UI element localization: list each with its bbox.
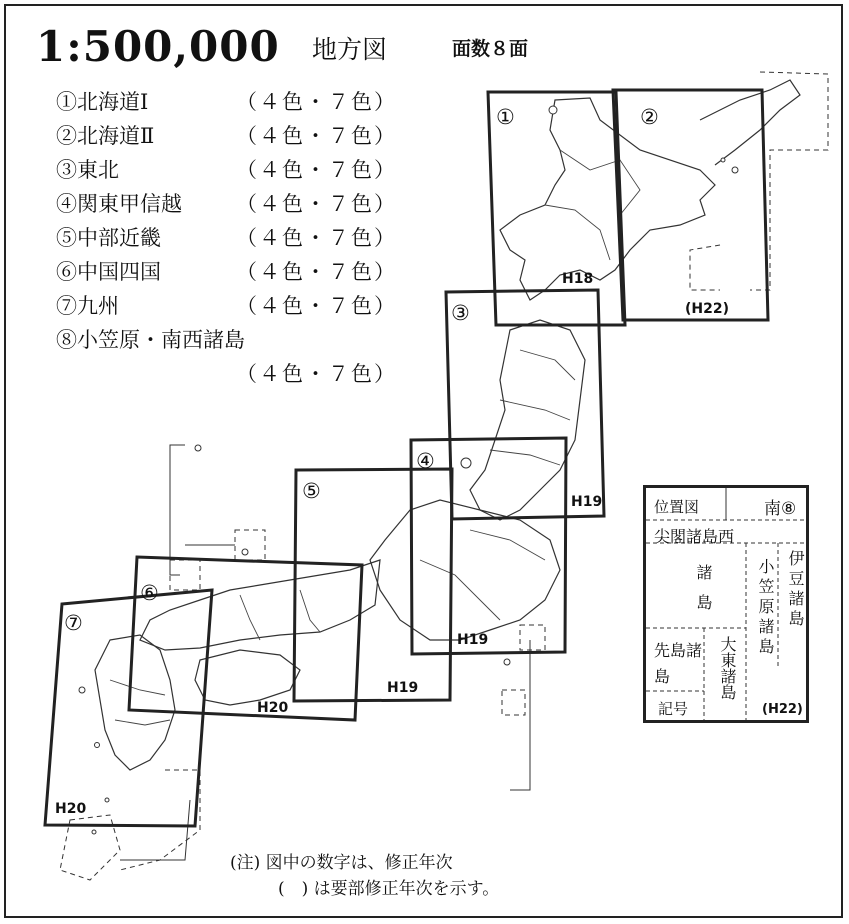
legend-colors: （４色・７色） bbox=[236, 192, 397, 216]
legend-name: ⑤中部近畿 bbox=[56, 226, 161, 250]
sheet-year-1: H18 bbox=[562, 271, 594, 287]
sheet-year-5: H19 bbox=[387, 680, 419, 696]
inset-ogasawara-label: 小笠原諸島 bbox=[756, 558, 775, 658]
sheet-number-3: ③ bbox=[451, 301, 470, 325]
sheet-year-3: H19 bbox=[571, 494, 603, 510]
legend-name: ⑥中国四国 bbox=[56, 260, 161, 284]
dashed-areas bbox=[60, 72, 828, 880]
inset-islands-label: 諸島 bbox=[694, 564, 713, 624]
inset-year: (H22) bbox=[762, 702, 803, 717]
legend-colors: （４色・７色） bbox=[236, 158, 397, 182]
sheet-year-4: H19 bbox=[457, 632, 489, 648]
legend-name: ③東北 bbox=[56, 158, 119, 182]
footnote-line2: ( ) は要部修正年次を示す。 bbox=[278, 879, 500, 899]
inset-location-label: 位置図 bbox=[654, 498, 700, 516]
footnote-line1: (注) 図中の数字は、修正年次 bbox=[230, 853, 453, 873]
legend-colors: （４色・７色） bbox=[236, 294, 397, 318]
legend-name: ④関東甲信越 bbox=[56, 192, 182, 216]
sheet-year-7: H20 bbox=[55, 801, 87, 817]
sheet-number-1: ① bbox=[496, 105, 515, 129]
sheet-count: 面数８面 bbox=[452, 38, 529, 60]
legend-colors: （４色・７色） bbox=[236, 90, 397, 114]
sheet-year-6: H20 bbox=[257, 700, 289, 716]
inset-location-map bbox=[643, 485, 809, 723]
inset-legend-label: 記号 bbox=[658, 700, 689, 718]
legend-name: ①北海道Ⅰ bbox=[56, 90, 149, 114]
inset-south-label: 南⑧ bbox=[764, 499, 797, 519]
sheet-number-2: ② bbox=[640, 105, 659, 129]
legend-name: ⑧小笠原・南西諸島 bbox=[56, 328, 245, 352]
legend-name: ⑦九州 bbox=[56, 294, 119, 318]
map-kind-title: 地方図 bbox=[312, 35, 388, 64]
legend-colors: （４色・７色） bbox=[236, 226, 397, 250]
sheet-year-2: (H22) bbox=[685, 301, 729, 317]
map-scale-title: 1:500,000 bbox=[36, 22, 280, 71]
legend-colors: （４色・７色） bbox=[236, 260, 397, 284]
legend-name: ②北海道Ⅱ bbox=[56, 124, 155, 148]
sheet-box-6 bbox=[129, 557, 362, 720]
sheet-number-4: ④ bbox=[416, 449, 435, 473]
sheet-number-7: ⑦ bbox=[64, 611, 83, 635]
inset-senkaku-label: 尖閣諸島西 bbox=[654, 527, 735, 546]
legend-colors: （４色・７色） bbox=[236, 124, 397, 148]
sheet-number-5: ⑤ bbox=[302, 479, 321, 503]
inset-izu-label: 伊豆諸島 bbox=[786, 550, 805, 630]
legend-colors: （４色・７色） bbox=[236, 362, 397, 386]
sheet-number-6: ⑥ bbox=[140, 581, 159, 605]
inset-daito-label: 大東諸島 bbox=[718, 636, 737, 700]
inset-sakishima-label: 先島諸島 bbox=[654, 641, 703, 686]
footnote bbox=[230, 850, 499, 902]
